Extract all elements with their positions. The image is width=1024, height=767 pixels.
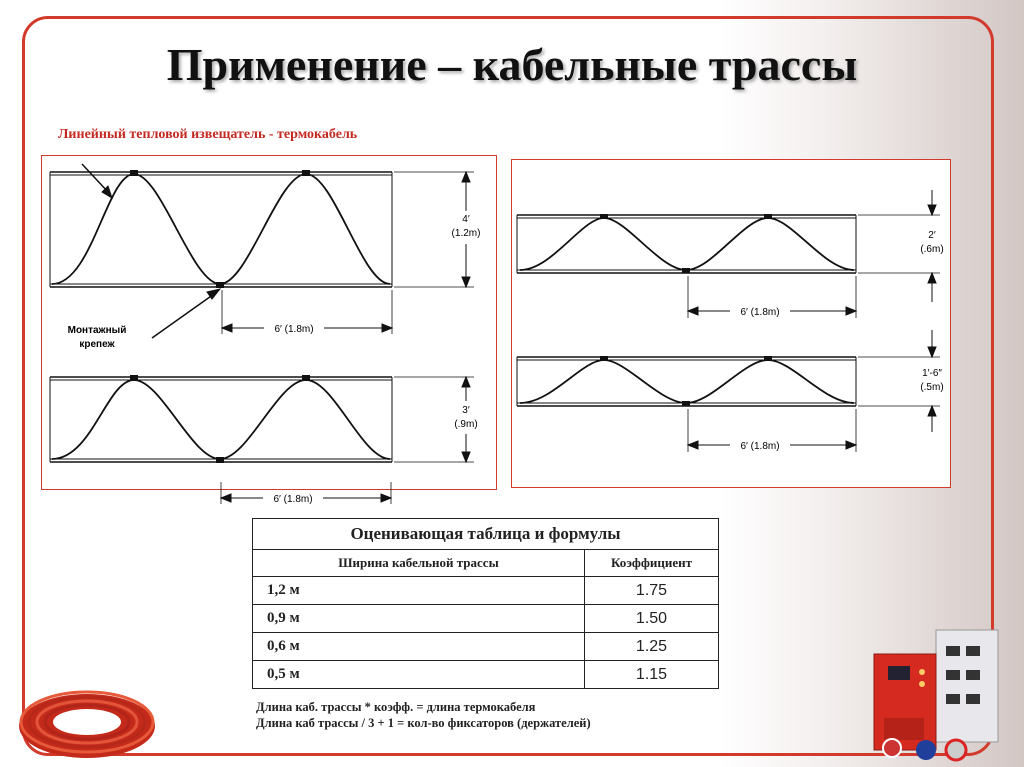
table-header-width: Ширина кабельной трассы — [253, 550, 585, 577]
height-label-2ft: 2′ — [928, 230, 936, 241]
left-diagram — [42, 156, 496, 489]
row-width: 0,6 м — [253, 633, 585, 661]
fastener-markers — [130, 170, 310, 288]
heat-cable-line — [52, 174, 390, 284]
formula-fixators: Длина каб трассы / 3 + 1 = кол-во фиксаторов (держателей) — [256, 716, 591, 730]
height-label-3ft: 3′ — [462, 405, 470, 416]
height-label-12m: (1.2m) — [451, 228, 481, 239]
heat-cable-line-4 — [520, 360, 854, 403]
row-coef: 1.25 — [585, 633, 719, 661]
row-coef: 1.50 — [585, 605, 719, 633]
row-coef: 1.75 — [585, 577, 719, 605]
height-label-09m: (.9m) — [454, 419, 478, 430]
row-width: 1,2 м — [253, 577, 585, 605]
span-dimension-bottom — [215, 480, 455, 510]
mount-label-line1: Монтажный — [67, 325, 127, 336]
span-label-bottom: 6′ (1.8m) — [273, 494, 313, 505]
row-width: 0,9 м — [253, 605, 585, 633]
height-label-4ft: 4′ — [462, 214, 470, 225]
left-diagram-panel — [41, 155, 497, 490]
table-row — [253, 577, 719, 605]
tray-4ft — [50, 172, 392, 287]
right-diagram — [512, 160, 950, 487]
table-row — [253, 661, 719, 689]
table-title: Оценивающая таблица и формулы — [253, 519, 719, 550]
formulas — [256, 699, 591, 731]
cable-coil-image — [12, 682, 162, 762]
cable-pointer-arrow — [82, 164, 112, 198]
tray-3ft — [50, 377, 392, 462]
tray-1ft6in — [517, 357, 856, 406]
right-diagram-panel — [511, 159, 951, 488]
table-row — [253, 605, 719, 633]
slide-title: Применение – кабельные трассы — [166, 39, 858, 90]
row-width: 0,5 м — [253, 661, 585, 689]
span-label-top: 6′ (1.8m) — [274, 324, 314, 335]
heat-cable-line-2 — [52, 380, 390, 459]
heat-cable-line-3 — [520, 218, 854, 270]
height-label-06m: (.6m) — [920, 244, 944, 255]
row-coef: 1.15 — [585, 661, 719, 689]
formula-cable-length: Длина каб. трассы * коэфф. = длина термокабеля — [256, 700, 536, 714]
span-label-right-bottom: 6′ (1.8m) — [740, 441, 780, 452]
span-label-right-top: 6′ (1.8m) — [740, 307, 780, 318]
control-panels-image — [866, 622, 1006, 762]
fastener-markers-4 — [600, 356, 772, 406]
diagram-subtitle: Линейный тепловой извещатель - термокабель — [58, 127, 358, 142]
mount-label-line2: крепеж — [79, 339, 115, 350]
mount-pointer-arrow — [152, 289, 220, 338]
fastener-markers-2 — [130, 375, 310, 463]
table-row — [253, 633, 719, 661]
height-dimension-1ft6in — [858, 330, 940, 432]
fastener-markers-3 — [600, 214, 772, 273]
coefficient-table — [252, 518, 719, 692]
height-label-1ft6in: 1′-6″ — [922, 368, 942, 379]
table-header-coef: Коэффициент — [585, 550, 719, 577]
height-label-05m: (.5m) — [920, 382, 944, 393]
tray-2ft — [517, 215, 856, 273]
